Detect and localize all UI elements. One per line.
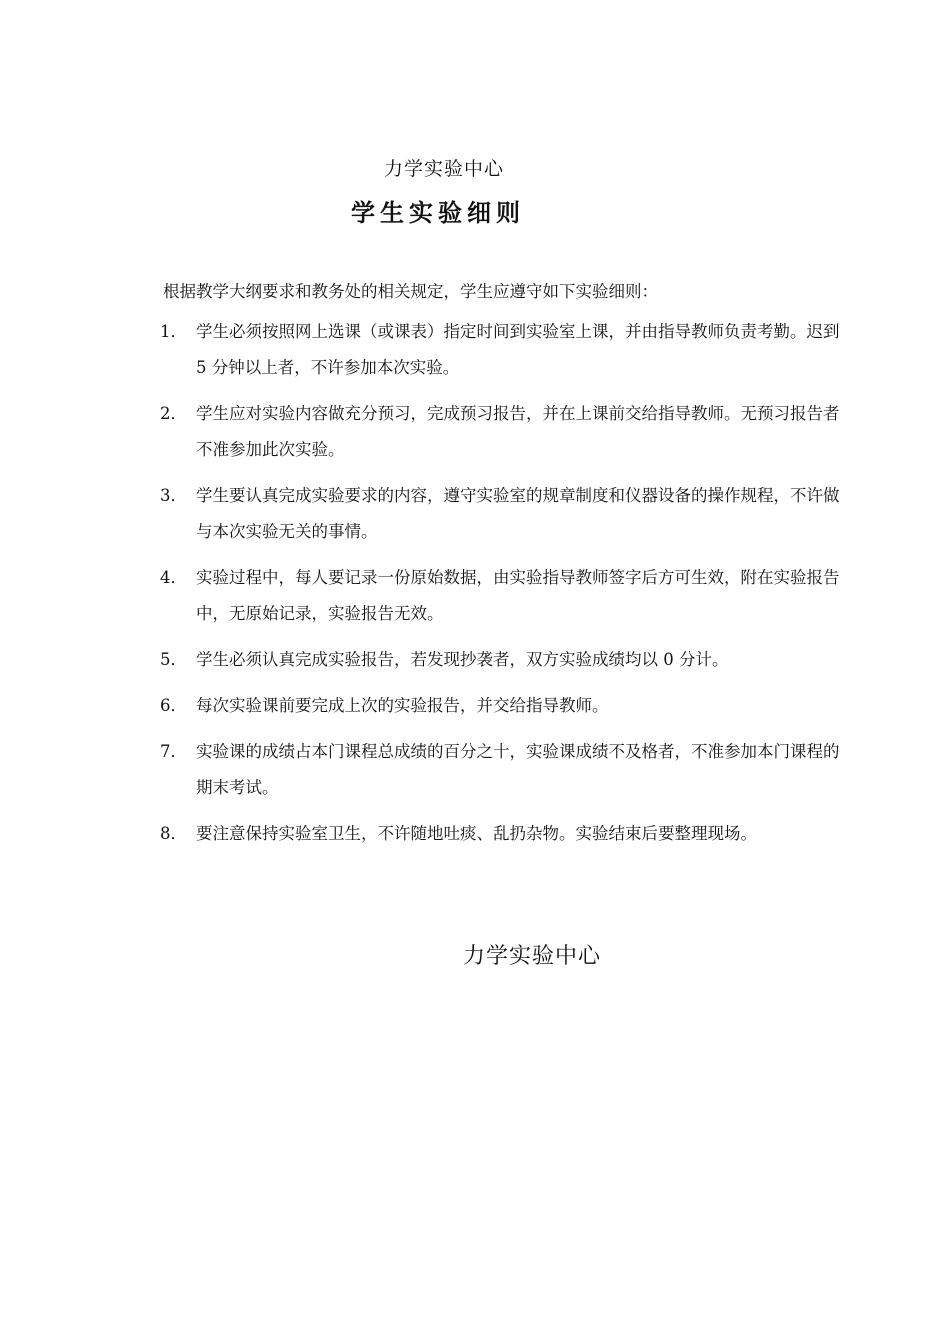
rule-number: 7． — [160, 742, 187, 761]
rule-text: 每次实验课前要完成上次的实验报告，并交给指导教师。 — [196, 696, 609, 715]
rule-item-2 — [160, 396, 840, 468]
rule-text: 要注意保持实验室卫生，不许随地吐痰、乱扔杂物。实验结束后要整理现场。 — [196, 824, 757, 843]
rule-item-3 — [160, 478, 840, 550]
rule-number: 6． — [160, 696, 187, 715]
rule-number: 8． — [160, 824, 187, 843]
rule-text: 学生要认真完成实验要求的内容，遵守实验室的规章制度和仪器设备的操作规程，不许做与本次实验无关的事情。 — [196, 486, 840, 541]
rule-text: 实验课的成绩占本门课程总成绩的百分之十，实验课成绩不及格者，不准参加本门课程的期末考试。 — [196, 742, 840, 797]
rule-number: 3． — [160, 486, 187, 505]
rule-item-1 — [160, 314, 840, 386]
rule-text: 实验过程中，每人要记录一份原始数据，由实验指导教师签字后方可生效，附在实验报告中，无原始记录，实验报告无效。 — [196, 568, 840, 623]
rule-text: 学生必须按照网上选课（或课表）指定时间到实验室上课，并由指导教师负责考勤。迟到 5 分钟以上者，不许参加本次实验。 — [196, 322, 840, 377]
organization-title: 力学实验中心 — [383, 158, 504, 180]
intro-paragraph: 根据教学大纲要求和教务处的相关规定，学生应遵守如下实验细则： — [163, 282, 658, 301]
document-title: 学生实验细则 — [351, 199, 525, 227]
rules-list — [160, 314, 840, 862]
footer-organization: 力学实验中心 — [463, 944, 602, 969]
rule-item-6 — [160, 688, 840, 724]
rule-text: 学生必须认真完成实验报告，若发现抄袭者，双方实验成绩均以 0 分计。 — [196, 650, 729, 669]
rule-number: 4． — [160, 568, 187, 587]
rule-item-4 — [160, 560, 840, 632]
rule-item-8 — [160, 816, 840, 852]
rule-item-7 — [160, 734, 840, 806]
rule-item-5 — [160, 642, 840, 678]
rule-number: 2． — [160, 404, 187, 423]
rule-number: 1． — [160, 322, 187, 341]
rule-text: 学生应对实验内容做充分预习，完成预习报告，并在上课前交给指导教师。无预习报告者不准参加此次实验。 — [196, 404, 840, 459]
rule-number: 5． — [160, 650, 187, 669]
